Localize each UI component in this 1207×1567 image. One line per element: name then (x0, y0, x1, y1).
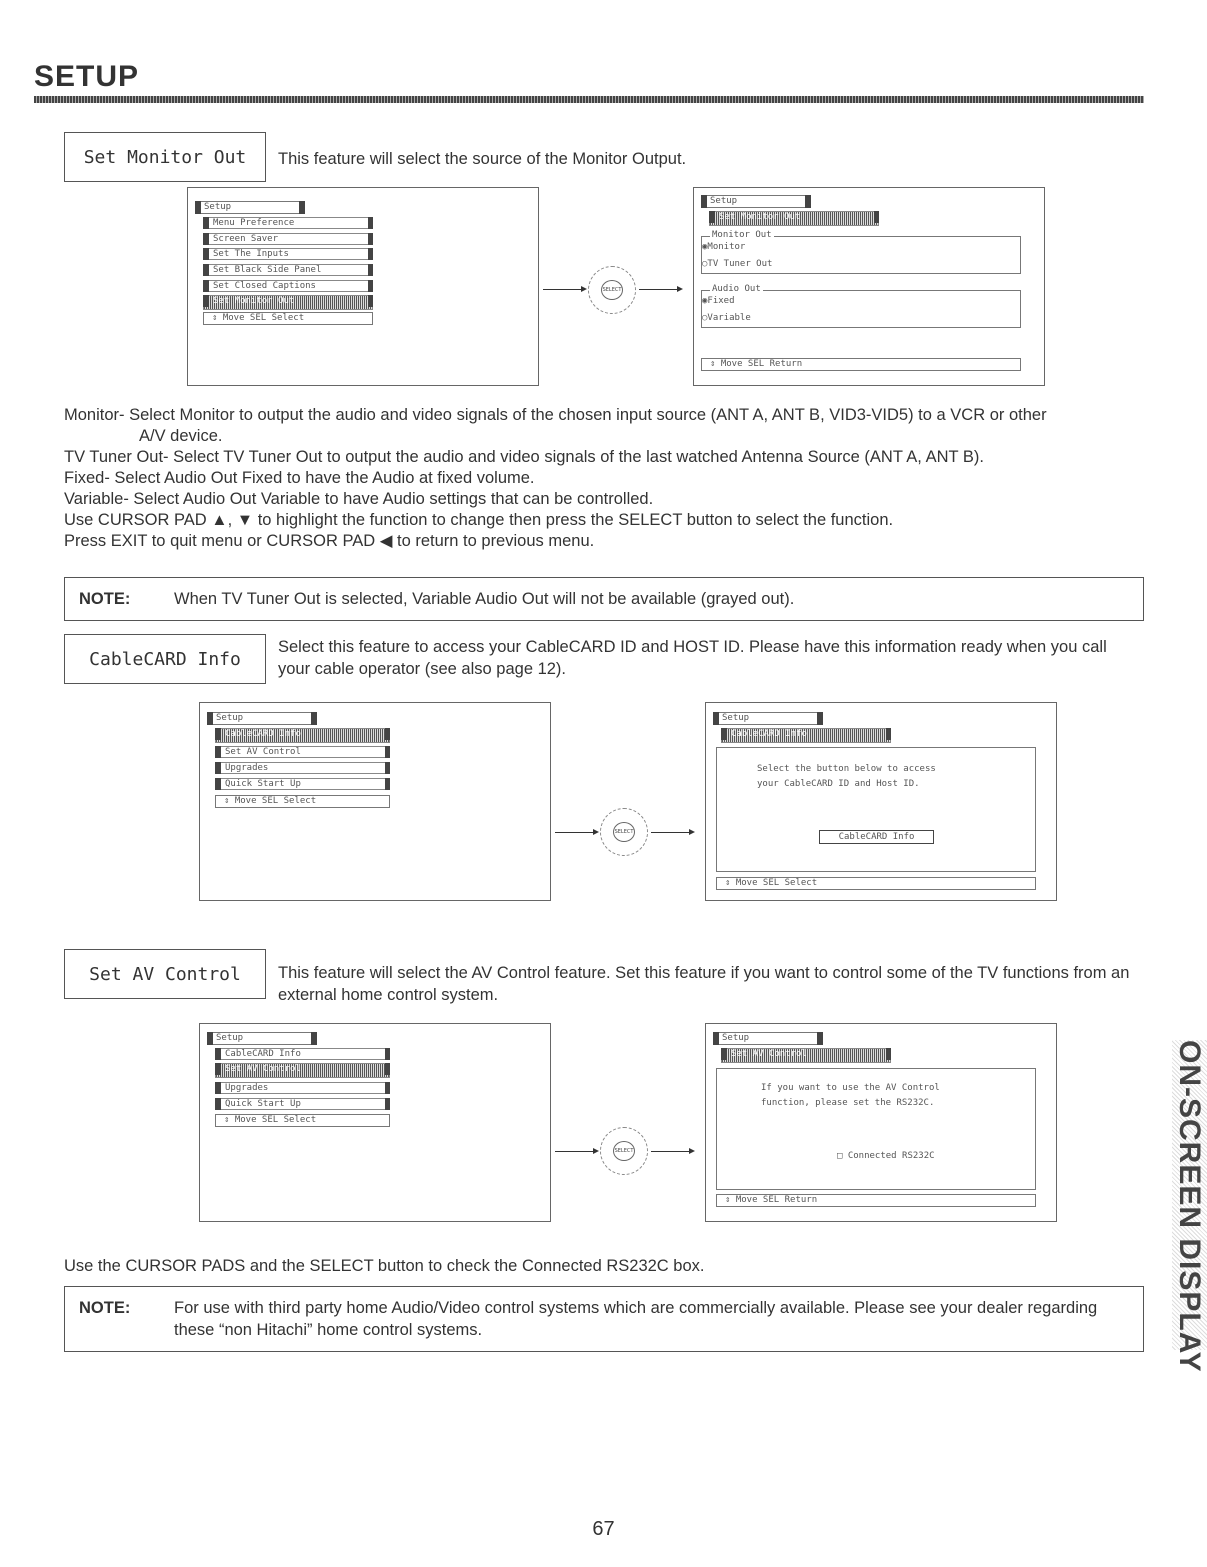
radio-tv-tuner-out: ○TV Tuner Out (702, 259, 773, 269)
menu-footer: ⇕ Move SEL Select (716, 877, 1036, 890)
note-label: NOTE: (79, 1299, 131, 1317)
radio-fixed: ◉Fixed (702, 296, 735, 306)
radio-variable: ○Variable (702, 313, 751, 323)
desc-line: Monitor- Select Monitor to output the audio and video signals of the chosen input source (ANT A, ANT B, VID3-VID5) to a VCR or other (64, 406, 1047, 424)
section-label-av-control: Set AV Control (64, 949, 266, 999)
menu-item: Quick Start Up (215, 778, 390, 790)
arrow-right-icon (639, 289, 681, 290)
monitor-out-group (701, 230, 1021, 274)
screenshot-setup-menu (187, 187, 539, 386)
arrow-right-icon (543, 289, 585, 290)
menu-footer: ⇕ Move SEL Select (215, 1114, 390, 1127)
desc-line: Variable- Select Audio Out Variable to have Audio settings that can be controlled. (64, 490, 654, 508)
select-button-icon: SELECT (600, 1127, 648, 1175)
section-intro-cablecard: Select this feature to access your CableCARD ID and HOST ID. Please have this information ready when you call your cable operator (see also page 12). (278, 638, 1107, 678)
select-button-icon: SELECT (600, 808, 648, 856)
menu-item-selected: Set Monitor Out (203, 295, 373, 310)
cablecard-info-button: CableCARD Info (819, 830, 934, 844)
menu-item-selected: Set AV Control (721, 1048, 891, 1063)
title-divider (34, 96, 1144, 103)
panel-line: Select the button below to access (757, 764, 936, 774)
panel-line: function, please set the RS232C. (761, 1098, 935, 1108)
menu-item-selected: CableCARD Info (215, 728, 390, 743)
arrow-right-icon (651, 1151, 693, 1152)
desc-line: Fixed- Select Audio Out Fixed to have the Audio at fixed volume. (64, 469, 535, 487)
menu-footer: ⇕ Move SEL Return (701, 358, 1021, 371)
menu-item: Set Closed Captions (203, 280, 373, 292)
menu-item: Set The Inputs (203, 248, 373, 260)
page-number: 67 (592, 1518, 615, 1540)
side-tab-label: ON-SCREEN DISPLAY (1173, 1040, 1206, 1373)
desc-line: TV Tuner Out- Select TV Tuner Out to output the audio and video signals of the last watched Antenna Source (ANT A, ANT B). (64, 448, 984, 466)
menu-item: CableCARD Info (215, 1048, 390, 1060)
menu-title: Setup (207, 1032, 317, 1045)
section-intro-monitor-out: This feature will select the source of the Monitor Output. (278, 150, 687, 168)
screenshot-setup-menu (199, 702, 551, 901)
note-text: For use with third party home Audio/Video control systems which are commercially available. Please see your dealer regarding these “non Hitachi” home control systems. (174, 1299, 1098, 1339)
menu-item: Quick Start Up (215, 1098, 390, 1110)
page-title: SETUP (34, 60, 140, 93)
screenshot-cablecard-menu (705, 702, 1057, 901)
select-button-icon: SELECT (588, 266, 636, 314)
audio-out-group (701, 284, 1021, 328)
rs232c-checkbox: □ Connected RS232C (837, 1151, 935, 1161)
menu-title: Setup (713, 1032, 823, 1045)
desc-line: Press EXIT to quit menu or CURSOR PAD ◀ to return to previous menu. (64, 532, 595, 550)
menu-title: Setup (195, 201, 305, 214)
desc-line: A/V device. (139, 427, 223, 445)
monitor-out-description (64, 405, 1154, 552)
menu-item: Upgrades (215, 762, 390, 774)
panel-line: your CableCARD ID and Host ID. (757, 779, 920, 789)
screenshot-setup-menu (199, 1023, 551, 1222)
menu-title: Setup (713, 712, 823, 725)
menu-footer: ⇕ Move SEL Return (716, 1194, 1036, 1207)
menu-item: Upgrades (215, 1082, 390, 1094)
group-label: Monitor Out (712, 230, 772, 240)
note-text: When TV Tuner Out is selected, Variable Audio Out will not be available (grayed out). (174, 590, 795, 608)
radio-monitor: ◉Monitor (702, 242, 746, 252)
arrow-right-icon (555, 832, 597, 833)
note-label: NOTE: (79, 590, 131, 608)
group-label: Audio Out (712, 284, 761, 294)
menu-item: Menu Preference (203, 217, 373, 229)
cablecard-panel (716, 747, 1036, 872)
menu-title: Setup (207, 712, 317, 725)
menu-item-selected: CableCARD Info (721, 728, 891, 743)
menu-title: Setup (701, 195, 811, 208)
screenshot-monitor-out-menu (693, 187, 1045, 386)
section-label-monitor-out: Set Monitor Out (64, 132, 266, 182)
menu-item-selected: Set AV Control (215, 1063, 390, 1078)
panel-line: If you want to use the AV Control (761, 1083, 940, 1093)
note-box (64, 577, 1144, 621)
screenshot-av-control-menu (705, 1023, 1057, 1222)
note-box (64, 1286, 1144, 1352)
av-control-panel (716, 1068, 1036, 1190)
desc-line: Use CURSOR PAD ▲, ▼ to highlight the function to change then press the SELECT button to select the function. (64, 511, 894, 529)
menu-item: Set AV Control (215, 746, 390, 758)
menu-item: Screen Saver (203, 233, 373, 245)
section-intro-av-control: This feature will select the AV Control feature. Set this feature if you want to control some of the TV functions from an external home control system. (278, 964, 1130, 1004)
arrow-right-icon (651, 832, 693, 833)
av-control-description: Use the CURSOR PADS and the SELECT button to check the Connected RS232C box. (64, 1257, 705, 1275)
menu-footer: ⇕ Move SEL Select (215, 795, 390, 808)
menu-footer: ⇕ Move SEL Select (203, 312, 373, 325)
arrow-right-icon (555, 1151, 597, 1152)
menu-item-selected: Set Monitor Out (709, 211, 879, 226)
menu-item: Set Black Side Panel (203, 264, 373, 276)
section-label-cablecard: CableCARD Info (64, 634, 266, 684)
